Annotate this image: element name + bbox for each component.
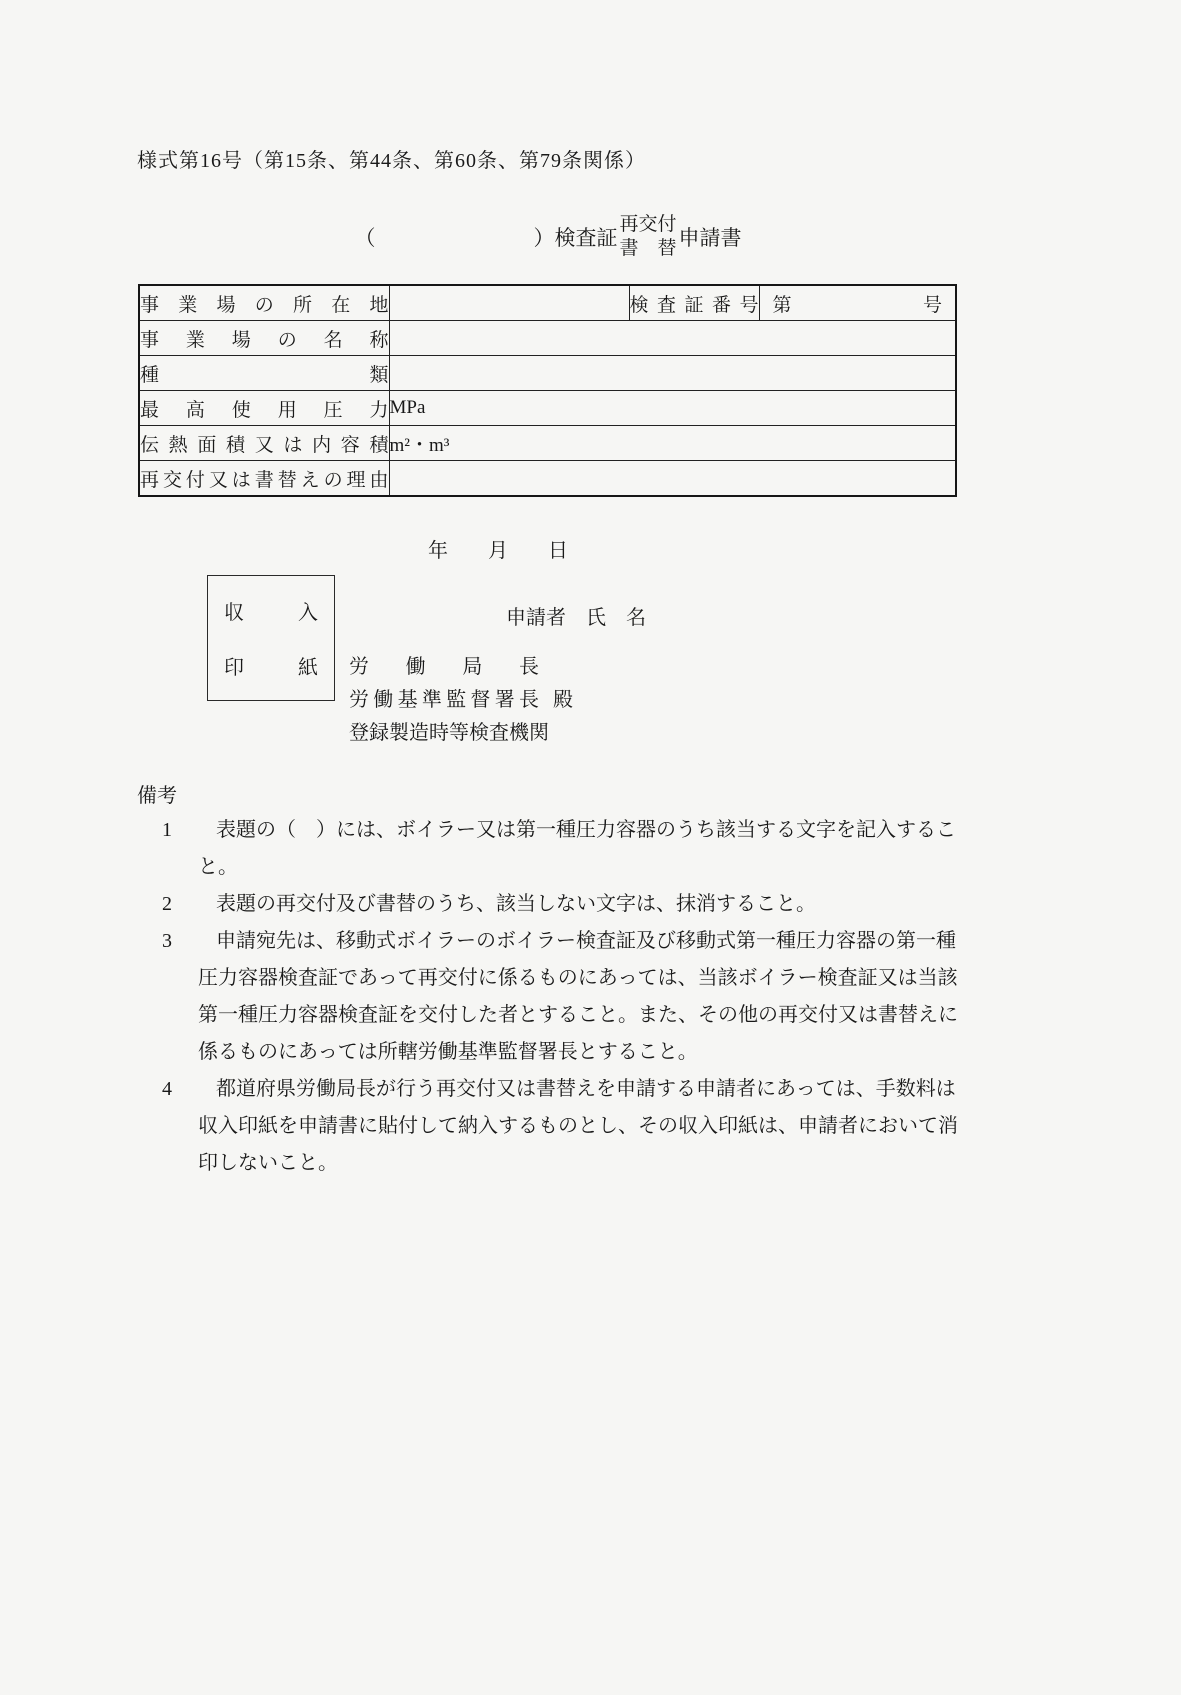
addressee-labor-bureau xyxy=(349,651,573,684)
remark-item xyxy=(138,812,962,886)
table-row xyxy=(139,426,956,461)
remark-item xyxy=(138,1071,962,1182)
certificate-number-suffix: 号 xyxy=(922,294,942,316)
certificate-number-label: 検査証番号 xyxy=(629,285,759,321)
reissue-reason-label: 再交付又は書替えの理由 xyxy=(139,461,389,497)
site-name-label: 事業場の名称 xyxy=(139,321,389,356)
certificate-number-field[interactable] xyxy=(759,285,956,321)
table-row xyxy=(139,461,956,497)
form-number: 様式第16号（第15条、第44条、第60条、第79条関係） xyxy=(137,150,646,172)
remarks-heading: 備考 xyxy=(137,785,177,807)
labor-standards-office-label: 労働基準監督署長 xyxy=(349,689,539,711)
remark-number: 2 xyxy=(162,893,172,915)
title-reissue-label: 再交付 xyxy=(619,214,677,235)
title-certificate-label: 検査証 xyxy=(554,226,618,250)
title-open-paren: （ xyxy=(354,226,376,250)
remark-number: 1 xyxy=(162,819,172,841)
labor-bureau-label: 労働局長 xyxy=(349,656,539,678)
form-title xyxy=(138,213,958,261)
remark-number: 4 xyxy=(162,1078,172,1100)
date-line: 年 月 日 xyxy=(428,540,568,562)
title-close-paren: ） xyxy=(533,226,555,250)
applicant-name-label: 申請者 氏 名 xyxy=(506,607,646,629)
application-form-table xyxy=(138,284,957,497)
remark-text: 表題の再交付及び書替のうち、該当しない文字は、抹消すること。 xyxy=(216,893,816,915)
title-rewrite-label: 書替 xyxy=(619,238,677,259)
certificate-number-prefix: 第 xyxy=(772,294,792,316)
table-row xyxy=(139,356,956,391)
title-reissue-rewrite-stack xyxy=(619,213,676,261)
revenue-stamp-box xyxy=(207,575,335,701)
addressee-inspection-agency xyxy=(349,717,573,750)
site-address-label: 事業場の所在地 xyxy=(139,285,389,321)
revenue-stamp-line2: 印紙 xyxy=(224,657,318,679)
heating-area-field[interactable]: m²・m³ xyxy=(389,426,956,461)
addressee-labor-standards-office xyxy=(349,684,573,717)
site-address-field[interactable] xyxy=(389,285,629,321)
inspection-agency-label: 登録製造時等検査機関 xyxy=(349,722,549,744)
title-application-label: 申請書 xyxy=(678,226,742,250)
kind-field[interactable] xyxy=(389,356,956,391)
table-row xyxy=(139,391,956,426)
reissue-reason-field[interactable] xyxy=(389,461,956,497)
kind-label: 種類 xyxy=(139,356,389,391)
remark-item xyxy=(138,886,962,923)
table-row xyxy=(139,321,956,356)
remark-item xyxy=(138,923,962,1071)
remark-number: 3 xyxy=(162,930,172,952)
heating-area-label: 伝熱面積又は内容積 xyxy=(139,426,389,461)
max-pressure-field[interactable]: MPa xyxy=(389,391,956,426)
remark-text: 都道府県労働局長が行う再交付又は書替えを申請する申請者にあっては、手数料は収入印紙を申請書に貼付して納入するものとし、その収入印紙は、申請者において消印しないこと。 xyxy=(198,1078,958,1174)
honorific-label: 殿 xyxy=(553,689,573,711)
table-row xyxy=(139,285,956,321)
max-pressure-label: 最高使用圧力 xyxy=(139,391,389,426)
remarks-list xyxy=(138,812,962,1182)
revenue-stamp-line1: 収入 xyxy=(224,602,318,624)
remark-text: 表題の（ ）には、ボイラー又は第一種圧力容器のうち該当する文字を記入すること。 xyxy=(198,819,956,878)
remark-text: 申請宛先は、移動式ボイラーのボイラー検査証及び移動式第一種圧力容器の第一種圧力容器検査証であって再交付に係るものにあっては、当該ボイラー検査証又は当該第一種圧力容器検査証を交付した者とすること。また、その他の再交付又は書替えに係るものにあっては所轄労働基準監督署長とすること。 xyxy=(198,930,958,1063)
addressee-block xyxy=(349,651,573,750)
site-name-field[interactable] xyxy=(389,321,956,356)
